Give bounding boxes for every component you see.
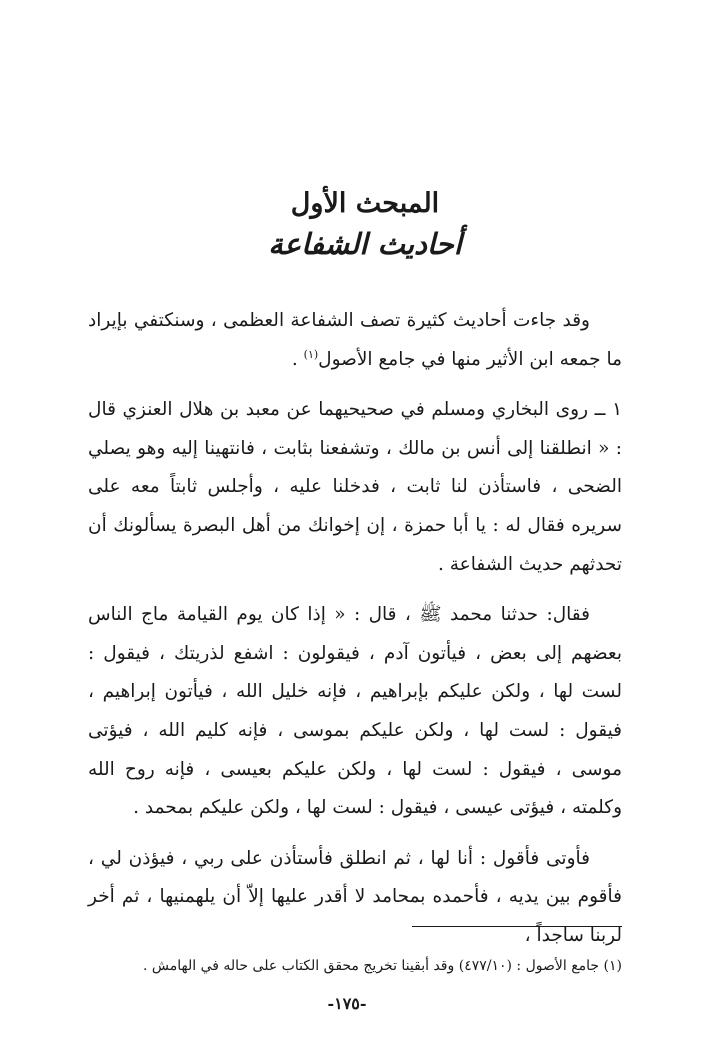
footnote-divider [412, 926, 622, 927]
footnote-reference: (١) [303, 347, 319, 361]
hadith-intro-paragraph: ١ ــ روى البخاري ومسلم في صحيحيهما عن معبد بن هلال العنزي قال : « انطلقنا إلى أنس بن مالك ، وتشفعنا بثابت ، فانتهينا إليه وهو يصلي الضحى ، فاستأذن لنا ثابت ، فدخلنا عليه ، وأجلس ثابتاً معه على سريره فقال له : يا أبا حمزة ، إن إخوانك من أهل البصرة يسألونك أن تحدثهم حديث الشفاعة . [88, 399, 622, 575]
section-subtitle: أحاديث الشفاعة [268, 227, 462, 261]
intro-text: وقد جاءت أحاديث كثيرة تصف الشفاعة العظمى ، وسنكتفي بإيراد ما جمعه ابن الأثير منها في جامع الأصول [88, 310, 622, 370]
page-number: -١٧٥- [327, 994, 367, 1013]
intro-end: . [291, 348, 304, 370]
chapter-heading [0, 186, 710, 264]
intro-paragraph [88, 302, 622, 379]
hadith-continuation-paragraph: فأوتى فأقول : أنا لها ، ثم انطلق فأستأذن على ربي ، فيؤذن لي ، فأقوم بين يديه ، فأحمده بمحامد لا أقدر عليها إلاّ أن يلهمنيها ، ثم أخر لربنا ساجداً ، [88, 847, 622, 946]
footnote: (١) جامع الأصول : (٤٧٧/١٠) وقد أبقينا تخريج محقق الكتاب على حاله في الهامش . [143, 958, 622, 974]
hadith-body-paragraph: فقال: حدثنا محمد ﷺ ، قال : « إذا كان يوم القيامة ماج الناس بعضهم إلى بعض ، فيأتون آدم ، فيقولون : اشفع لذريتك ، فيقول : لست لها ، ولكن عليكم بإبراهيم ، فإنه خليل الله ، فيأتون إبراهيم ، فيقول : لست لها ، ولكن عليكم بموسى ، فإنه كليم الله ، فيؤتى موسى ، فيقول : لست لها ، ولكن عليكم بعيسى ، فإنه روح الله وكلمته ، فيؤتى عيسى ، فيقول : لست لها ، ولكن عليكم بمحمد . [88, 604, 622, 819]
main-text [88, 302, 622, 956]
section-title: المبحث الأول [290, 188, 440, 219]
